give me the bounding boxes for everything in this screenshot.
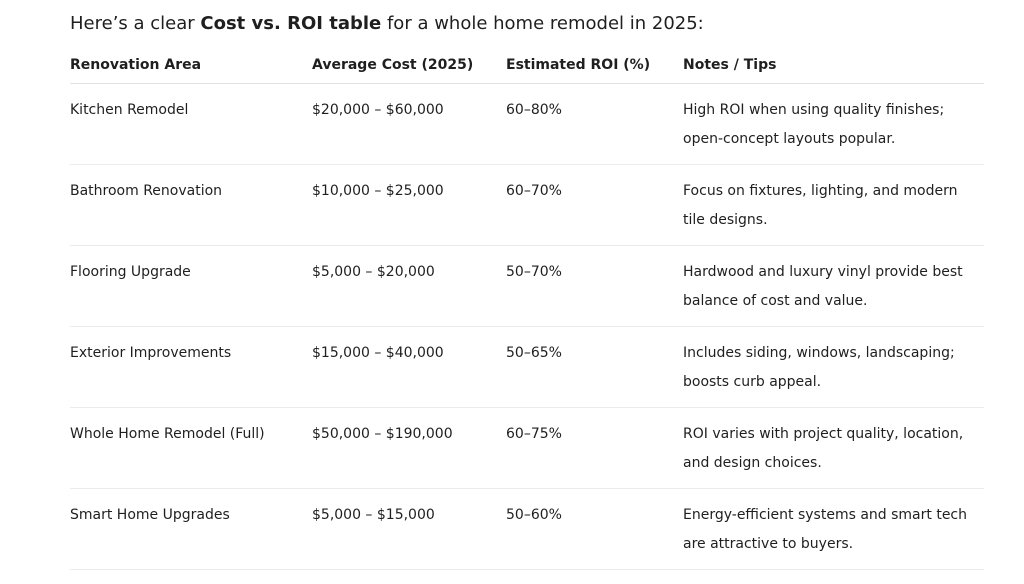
cell-roi: 60–80%: [506, 102, 562, 118]
table-row: [70, 327, 984, 408]
cell-roi: 60–70%: [506, 183, 562, 199]
cell-cost: $5,000 – $20,000: [312, 264, 435, 280]
cell-area: Flooring Upgrade: [70, 264, 191, 280]
cell-notes: Includes siding, windows, landscaping; boosts curb appeal.: [683, 345, 955, 390]
cell-roi: 50–65%: [506, 345, 562, 361]
intro-text: [70, 12, 704, 36]
table-row: [70, 246, 984, 327]
cell-notes: Hardwood and luxury vinyl provide best balance of cost and value.: [683, 264, 963, 309]
cell-roi: 50–60%: [506, 507, 562, 523]
cell-notes: Focus on fixtures, lighting, and modern tile designs.: [683, 183, 958, 228]
header-estimated-roi: Estimated ROI (%): [506, 57, 651, 73]
cell-cost: $5,000 – $15,000: [312, 507, 435, 523]
cell-cost: $50,000 – $190,000: [312, 426, 453, 442]
table-header-row: [70, 52, 984, 84]
table-row: [70, 165, 984, 246]
table-row: [70, 408, 984, 489]
cell-area: Whole Home Remodel (Full): [70, 426, 265, 442]
cell-area: Smart Home Upgrades: [70, 507, 230, 523]
cell-area: Bathroom Renovation: [70, 183, 223, 199]
cell-area: Exterior Improvements: [70, 345, 232, 361]
header-notes-tips: Notes / Tips: [683, 57, 777, 73]
cost-roi-table: [70, 52, 984, 570]
header-average-cost: Average Cost (2025): [312, 57, 474, 73]
cell-roi: 50–70%: [506, 264, 562, 280]
cell-roi: 60–75%: [506, 426, 562, 442]
cell-notes: Energy-efficient systems and smart tech are attractive to buyers.: [683, 507, 968, 552]
cell-notes: High ROI when using quality finishes; open-concept layouts popular.: [683, 102, 945, 147]
cell-cost: $20,000 – $60,000: [312, 102, 444, 118]
cell-cost: $10,000 – $25,000: [312, 183, 444, 199]
cell-area: Kitchen Remodel: [70, 102, 189, 118]
table-row: [70, 489, 984, 570]
intro-suffix: for a whole home remodel in 2025:: [381, 13, 704, 34]
header-renovation-area: Renovation Area: [70, 57, 202, 73]
intro-prefix: Here’s a clear: [70, 13, 201, 34]
cell-cost: $15,000 – $40,000: [312, 345, 444, 361]
table-row: [70, 84, 984, 165]
intro-bold: Cost vs. ROI table: [200, 13, 382, 34]
cell-notes: ROI varies with project quality, location, and design choices.: [683, 426, 964, 471]
